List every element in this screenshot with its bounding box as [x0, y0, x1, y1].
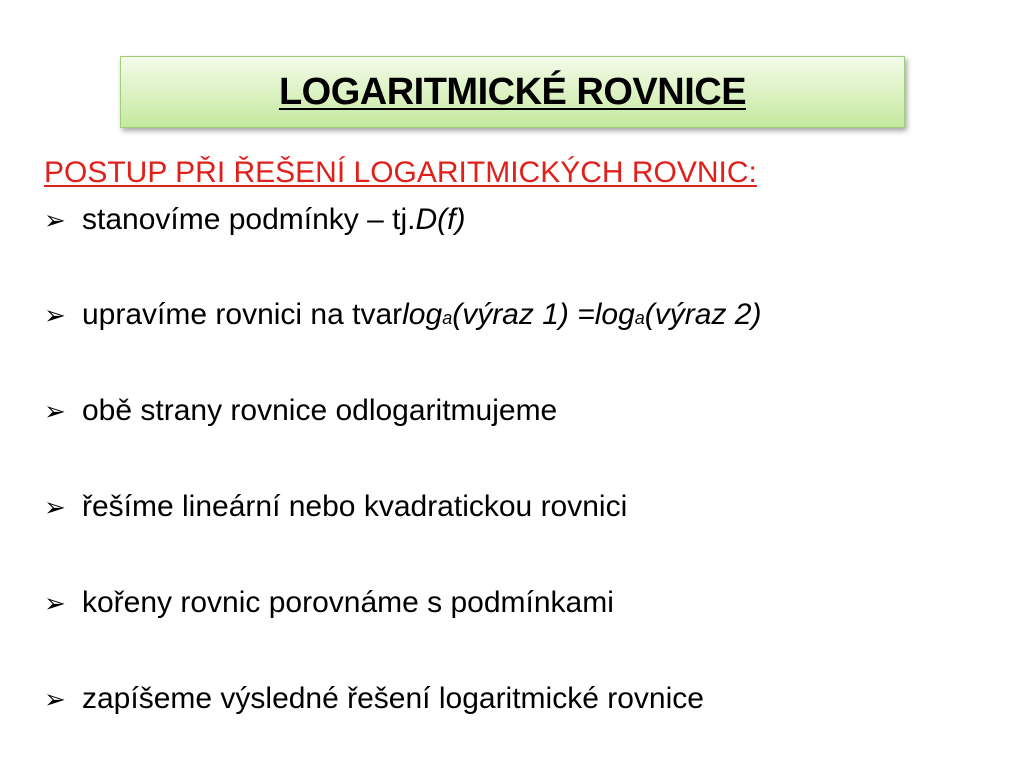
bullet-text: upravíme rovnici na tvar — [82, 298, 403, 331]
arrow-bullet-icon: ➢ — [44, 492, 66, 522]
log-argument-1: (výraz 1) = — [452, 298, 595, 331]
domain-notation: D(f) — [415, 203, 466, 236]
bullet-item-solve — [44, 490, 627, 524]
arrow-bullet-icon: ➢ — [44, 588, 66, 618]
title-box — [120, 56, 905, 128]
bullet-item-write-solution — [44, 682, 704, 716]
log-function-1: log — [402, 298, 443, 331]
log-function-2: log — [594, 298, 635, 331]
bullet-text: kořeny rovnic porovnáme s podmínkami — [82, 586, 614, 619]
bullet-text: obě strany rovnice odlogaritmujeme — [82, 394, 558, 427]
bullet-item-conditions — [44, 203, 465, 237]
arrow-bullet-icon: ➢ — [44, 300, 66, 330]
arrow-bullet-icon: ➢ — [44, 205, 66, 235]
bullet-item-transform: ➢ upravíme rovnici na tvar log a (výraz 1) = log a (výraz 2) — [44, 298, 762, 331]
bullet-text: zapíšeme výsledné řešení logaritmické rovnice — [82, 682, 704, 715]
bullet-text: stanovíme podmínky – tj. — [82, 203, 416, 236]
arrow-bullet-icon: ➢ — [44, 684, 66, 714]
bullet-item-compare — [44, 586, 614, 620]
bullet-text: řešíme lineární nebo kvadratickou rovnici — [82, 490, 628, 523]
slide-title: LOGARITMICKÉ ROVNICE — [278, 70, 747, 113]
log-argument-2: (výraz 2) — [644, 298, 762, 331]
procedure-heading: POSTUP PŘI ŘEŠENÍ LOGARITMICKÝCH ROVNIC: — [44, 156, 757, 189]
arrow-bullet-icon: ➢ — [44, 396, 66, 426]
bullet-item-delogarithm — [44, 394, 557, 428]
